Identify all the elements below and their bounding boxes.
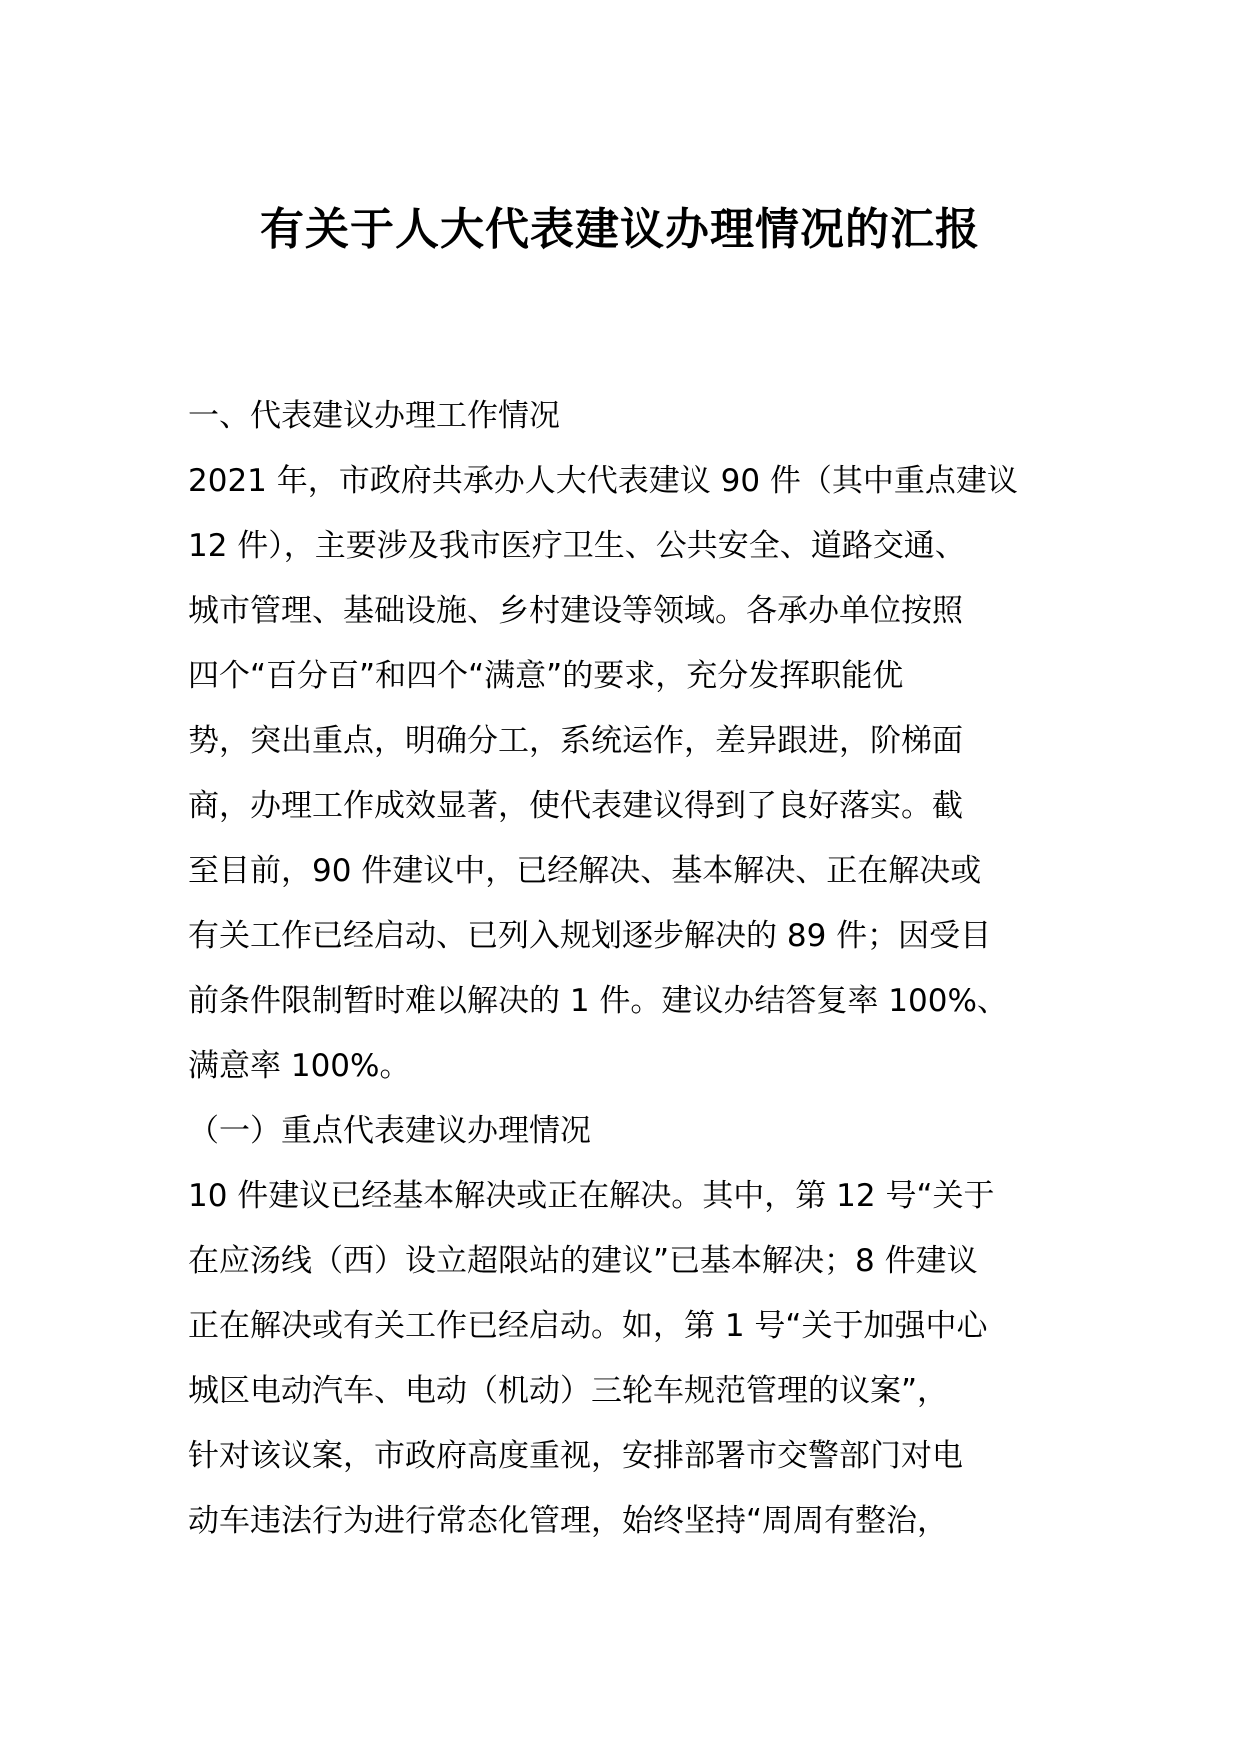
paragraph-line: 势，突出重点，明确分工，系统运作，差异跟进，阶梯面 [188, 723, 963, 759]
paragraph-line: 12 件），主要涉及我市医疗卫生、公共安全、道路交通、 [188, 528, 966, 564]
paragraph-line: 在应汤线（西）设立超限站的建议”已基本解决；8 件建议 [188, 1243, 978, 1279]
paragraph-line: 针对该议案，市政府高度重视，安排部署市交警部门对电 [188, 1438, 963, 1474]
document-body [188, 384, 1058, 1554]
paragraph-line: 四个“百分百”和四个“满意”的要求，充分发挥职能优 [188, 658, 904, 694]
paragraph-line: 2021 年，市政府共承办人大代表建议 90 件（其中重点建议 [188, 463, 1018, 499]
paragraph-line: 有关工作已经启动、已列入规划逐步解决的 89 件；因受目 [188, 918, 992, 954]
paragraph-line: 商，办理工作成效显著，使代表建议得到了良好落实。截 [188, 788, 963, 824]
document-title: 有关于人大代表建议办理情况的汇报 [260, 204, 980, 255]
subsection-heading: （一）重点代表建议办理情况 [188, 1113, 591, 1149]
paragraph-line: 城区电动汽车、电动（机动）三轮车规范管理的议案”， [188, 1373, 949, 1409]
paragraph-line: 前条件限制暂时难以解决的 1 件。建议办结答复率 100%、 [188, 983, 1008, 1019]
paragraph-line: 动车违法行为进行常态化管理，始终坚持“周周有整治， [188, 1503, 949, 1539]
paragraph-line: 至目前，90 件建议中，已经解决、基本解决、正在解决或 [188, 853, 982, 889]
section-heading: 一、代表建议办理工作情况 [188, 398, 560, 434]
paragraph-line: 正在解决或有关工作已经启动。如，第 1 号“关于加强中心 [188, 1308, 988, 1344]
paragraph-line: 10 件建议已经基本解决或正在解决。其中，第 12 号“关于 [188, 1178, 995, 1214]
paragraph-line: 城市管理、基础设施、乡村建设等领域。各承办单位按照 [188, 593, 963, 629]
paragraph-line: 满意率 100%。 [188, 1048, 411, 1084]
